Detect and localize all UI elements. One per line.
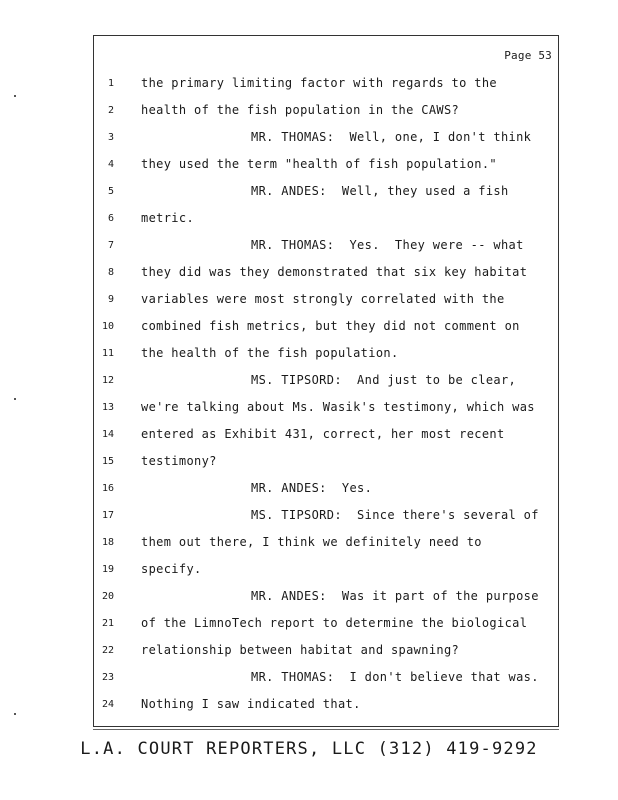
bottom-rule (93, 729, 559, 730)
line-text: MR. THOMAS: Well, one, I don't think (251, 130, 532, 144)
transcript-line (94, 238, 558, 256)
transcript-line (94, 346, 558, 364)
transcript-line (94, 373, 558, 391)
line-number: 6 (107, 213, 114, 224)
line-number: 12 (101, 375, 114, 386)
line-text: metric. (141, 211, 195, 225)
transcript-line (94, 697, 558, 715)
line-number: 21 (101, 618, 114, 629)
line-text: MR. ANDES: Yes. (251, 481, 373, 495)
line-text: relationship between habitat and spawning? (141, 643, 460, 657)
line-text: Nothing I saw indicated that. (141, 697, 361, 711)
transcript-line (94, 427, 558, 445)
transcript-line (94, 481, 558, 499)
line-text: MR. ANDES: Was it part of the purpose (251, 589, 539, 603)
transcript-line (94, 157, 558, 175)
line-number: 8 (107, 267, 114, 278)
transcript-line (94, 562, 558, 580)
scan-speck (14, 713, 16, 715)
transcript-line (94, 103, 558, 121)
line-text: the health of the fish population. (141, 346, 399, 360)
line-text: entered as Exhibit 431, correct, her most recent (141, 427, 505, 441)
line-text: testimony? (141, 454, 217, 468)
transcript-line (94, 670, 558, 688)
line-text: of the LimnoTech report to determine the biological (141, 616, 528, 630)
transcript-line (94, 400, 558, 418)
page-number: Page 53 (504, 49, 552, 62)
transcript-line (94, 454, 558, 472)
line-number: 5 (107, 186, 114, 197)
transcript-line (94, 319, 558, 337)
line-number: 18 (101, 537, 114, 548)
line-number: 19 (101, 564, 114, 575)
line-text: they used the term "health of fish population." (141, 157, 498, 171)
transcript-line (94, 292, 558, 310)
line-text: them out there, I think we definitely need to (141, 535, 482, 549)
line-number: 10 (101, 321, 114, 332)
line-number: 2 (107, 105, 114, 116)
line-number: 11 (101, 348, 114, 359)
transcript-line (94, 211, 558, 229)
transcript-page (93, 35, 559, 727)
line-number: 16 (101, 483, 114, 494)
transcript-line (94, 130, 558, 148)
scan-speck (14, 95, 16, 97)
court-reporter-footer: L.A. COURT REPORTERS, LLC (312) 419-9292 (80, 739, 538, 759)
line-text: MS. TIPSORD: And just to be clear, (251, 373, 517, 387)
line-text: MR. ANDES: Well, they used a fish (251, 184, 509, 198)
line-text: MR. THOMAS: Yes. They were -- what (251, 238, 524, 252)
line-number: 20 (101, 591, 114, 602)
line-number: 17 (101, 510, 114, 521)
line-number: 7 (107, 240, 114, 251)
line-text: we're talking about Ms. Wasik's testimony, which was (141, 400, 535, 414)
transcript-line (94, 616, 558, 634)
line-text: MR. THOMAS: I don't believe that was. (251, 670, 539, 684)
line-number: 13 (101, 402, 114, 413)
line-text: specify. (141, 562, 202, 576)
transcript-line (94, 184, 558, 202)
transcript-line (94, 508, 558, 526)
transcript-line (94, 76, 558, 94)
line-text: they did was they demonstrated that six key habitat (141, 265, 528, 279)
line-number: 23 (101, 672, 114, 683)
line-text: variables were most strongly correlated with the (141, 292, 505, 306)
transcript-line (94, 265, 558, 283)
line-text: health of the fish population in the CAWS? (141, 103, 460, 117)
line-text: MS. TIPSORD: Since there's several of (251, 508, 539, 522)
line-number: 24 (101, 699, 114, 710)
line-number: 1 (107, 78, 114, 89)
line-number: 15 (101, 456, 114, 467)
transcript-line (94, 589, 558, 607)
line-text: the primary limiting factor with regards to the (141, 76, 498, 90)
line-number: 3 (107, 132, 114, 143)
scan-speck (14, 398, 16, 400)
transcript-line (94, 535, 558, 553)
transcript-line (94, 643, 558, 661)
line-number: 4 (107, 159, 114, 170)
line-number: 9 (107, 294, 114, 305)
line-text: combined fish metrics, but they did not comment on (141, 319, 520, 333)
line-number: 14 (101, 429, 114, 440)
line-number: 22 (101, 645, 114, 656)
